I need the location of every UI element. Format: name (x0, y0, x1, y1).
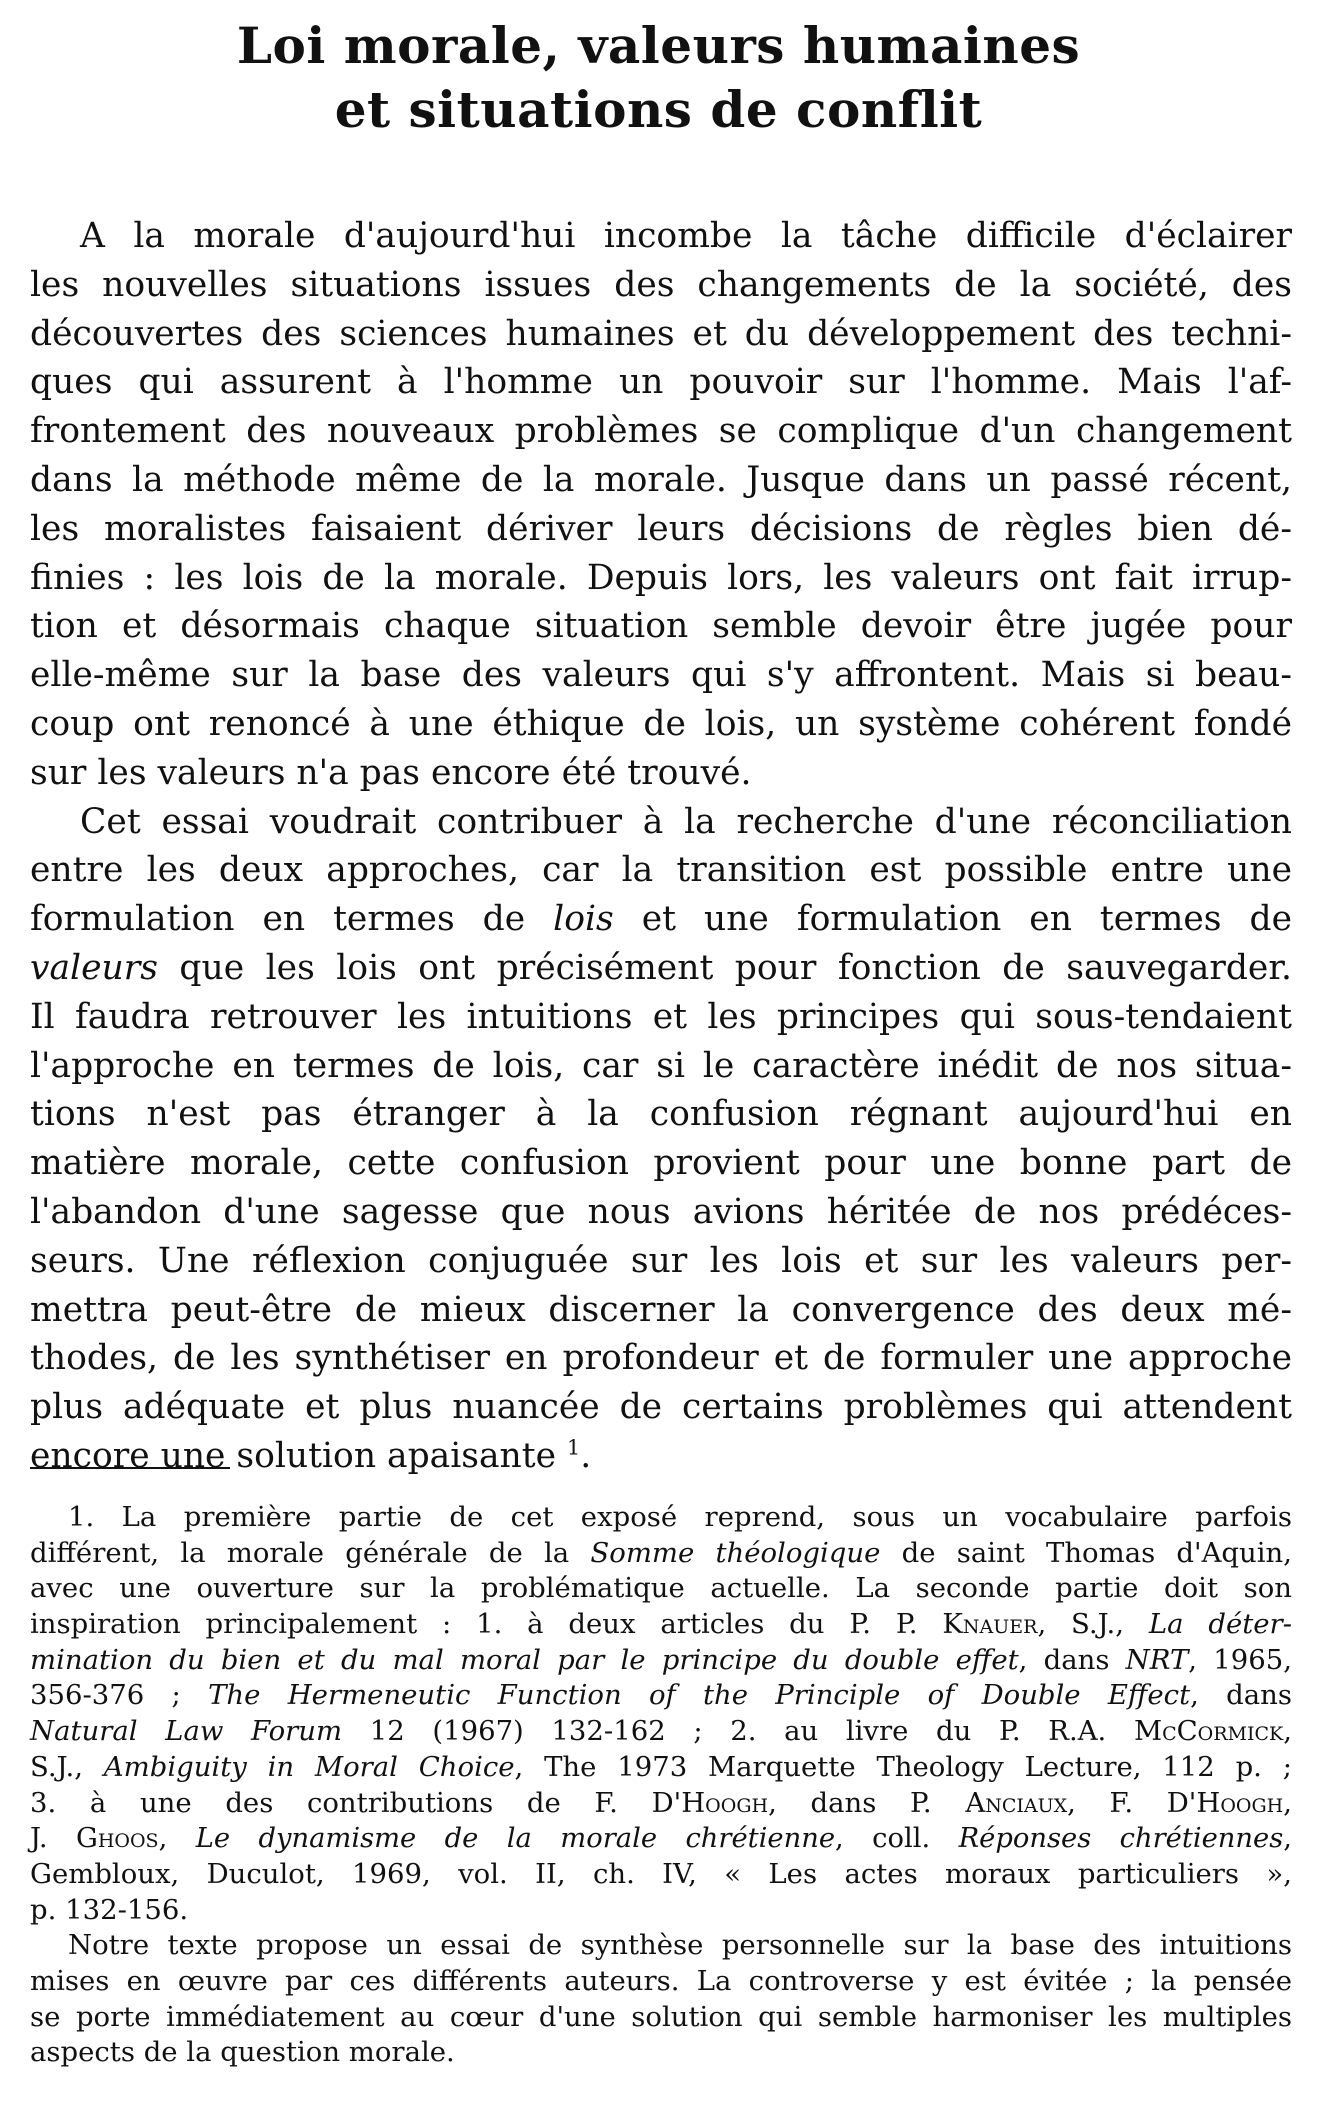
body-line (30, 944, 1292, 993)
text-run: formulation en termes de (30, 899, 554, 940)
body-line: A la morale d'aujourd'hui incombe la tâche difficile d'éclairer (80, 216, 1292, 256)
body-line: les moralistes faisaient dériver leurs décisions de règles bien dé- (30, 508, 1292, 549)
article-title (30, 14, 1287, 142)
body-line: l'abandon d'une sagesse que nous avions héritée de nos prédéces- (30, 1191, 1292, 1232)
text-run: , (1283, 1715, 1292, 1748)
footnote-line (30, 1750, 1292, 1786)
article-body (30, 212, 1292, 1481)
footnote-line: p. 132-156. (30, 1893, 189, 1926)
footnote-line (30, 1786, 1292, 1822)
text-run: 356-376 ; (30, 1679, 209, 1712)
work-title: Somme théologique (590, 1536, 881, 1569)
text-run: , The 1973 Marquette Theology Lecture, 112 p. ; (514, 1750, 1292, 1783)
emphasis-valeurs: valeurs (30, 947, 158, 988)
body-line: entre les deux approches, car la transition est possible entre une (30, 850, 1292, 891)
body-line: elle-même sur la base des valeurs qui s'y affrontent. Mais si beau- (30, 655, 1292, 696)
text-run: , dans P. (768, 1786, 966, 1819)
work-title: The Hermeneutic Function of the Principle of Double Effect (208, 1679, 1191, 1712)
footnote-line: aspects de la question morale. (30, 2036, 455, 2069)
text-run: J. (30, 1823, 76, 1855)
text-run: différent, la morale générale de la (30, 1536, 591, 1569)
footnote-line: Gembloux, Duculot, 1969, vol. II, ch. IV, « Les actes moraux particuliers », (30, 1857, 1292, 1890)
body-line: frontement des nouveaux problèmes se complique d'un changement (30, 411, 1292, 452)
text-run: 12 (1967) 132-162 ; 2. au livre du P. R.A. (342, 1715, 1134, 1748)
body-line: plus adéquate et plus nuancée de certains problèmes qui attendent (30, 1387, 1292, 1428)
work-title: mination du bien et du mal moral par le principe du double effet (30, 1643, 1019, 1676)
body-line: ques qui assurent à l'homme un pouvoir sur l'homme. Mais l'af- (30, 362, 1292, 403)
footnote-line (30, 1643, 1292, 1679)
body-line: Il faudra retrouver les intuitions et les principes qui sous-tendaient (30, 996, 1292, 1037)
text-run: encore une solution apaisante (30, 1435, 557, 1476)
footnote-line: 1. La première partie de cet exposé reprend, sous un vocabulaire parfois (68, 1501, 1292, 1533)
text-run: , (1283, 1823, 1292, 1855)
footnote-line (30, 1821, 1292, 1857)
text-run: que les lois ont précisément pour fonction de sauvegarder. (157, 947, 1292, 988)
text-run: , (158, 1823, 196, 1855)
text-run: inspiration principalement : 1. à deux articles du P. P. (30, 1608, 943, 1641)
footnote-line (30, 1607, 1292, 1643)
work-title: Ambiguity in Moral Choice (103, 1750, 515, 1783)
text-run: , S.J., (1037, 1608, 1149, 1641)
text-run: , F. (1067, 1786, 1167, 1819)
body-line: mettra peut-être de mieux discerner la convergence des deux mé- (30, 1289, 1292, 1330)
paragraph-2 (30, 798, 1292, 1481)
footnote-separator (30, 1467, 230, 1469)
body-line: l'approche en termes de lois, car si le caractère inédit de nos situa- (30, 1045, 1292, 1086)
body-line (30, 895, 1292, 944)
journal-title: Natural Law Forum (30, 1715, 343, 1748)
work-title: Le dynamisme de la morale chrétienne (195, 1823, 836, 1855)
footnote-1-continuation (30, 1928, 1292, 2071)
work-title: La déter- (1148, 1608, 1292, 1641)
footnote-line (30, 1678, 1292, 1714)
journal-title: NRT (1125, 1643, 1189, 1676)
author-name: D'Hoogh (1166, 1786, 1284, 1819)
author-name: Knauer (942, 1608, 1038, 1641)
footnote-line: se porte immédiatement au cœur d'une solution qui semble harmoniser les multiples (30, 2000, 1292, 2033)
text-run: . (580, 1435, 592, 1476)
footnote-line: Notre texte propose un essai de synthèse personnelle sur la base des intuitions (68, 1929, 1292, 1962)
body-line: seurs. Une réflexion conjuguée sur les lois et sur les valeurs per- (30, 1240, 1292, 1281)
text-run: et une formulation en termes de (613, 899, 1292, 940)
footnotes (30, 1500, 1292, 2071)
body-line: les nouvelles situations issues des changements de la société, des (30, 264, 1292, 305)
footnote-line: mises en œuvre par ces différents auteurs. La controverse y est évitée ; la pensée (30, 1964, 1292, 1997)
author-name: Anciaux (965, 1786, 1068, 1819)
body-line: finies : les lois de la morale. Depuis lors, les valeurs ont fait irrup- (30, 557, 1292, 598)
text-run: S.J., (30, 1750, 104, 1783)
body-line: Cet essai voudrait contribuer à la recherche d'une réconciliation (80, 801, 1292, 842)
footnote-line: avec une ouverture sur la problématique actuelle. La seconde partie doit son (30, 1572, 1292, 1605)
text-run: de saint Thomas d'Aquin, (880, 1536, 1292, 1569)
body-line: tions n'est pas étranger à la confusion régnant aujourd'hui en (30, 1094, 1292, 1135)
author-name: D'Hoogh (651, 1786, 769, 1819)
author-name: McCormick (1133, 1715, 1284, 1748)
body-line: sur les valeurs n'a pas encore été trouvé. (30, 752, 752, 793)
footnote-ref[interactable]: 1 (567, 1435, 581, 1460)
text-run: 3. à une des contributions de F. (30, 1786, 652, 1819)
body-line: matière morale, cette confusion provient pour une bonne part de (30, 1143, 1292, 1184)
paragraph-1 (30, 212, 1292, 798)
body-line: tion et désormais chaque situation semble devoir être jugée pour (30, 606, 1292, 647)
text-run: , dans (1018, 1643, 1126, 1676)
body-line: dans la méthode même de la morale. Jusque dans un passé récent, (30, 459, 1292, 500)
author-name: Ghoos (75, 1823, 159, 1855)
title-line-2: et situations de conflit (334, 80, 983, 139)
emphasis-lois: lois (553, 899, 614, 940)
footnote-line (30, 1536, 1292, 1572)
text-run: , (1283, 1786, 1292, 1819)
body-line: coup ont renoncé à une éthique de lois, un système cohérent fondé (30, 703, 1292, 744)
body-line: thodes, de les synthétiser en profondeur et de formuler une approche (30, 1338, 1292, 1379)
footnote-line (30, 1714, 1292, 1750)
text-run: , coll. (835, 1823, 959, 1855)
footnote-1 (30, 1500, 1292, 1928)
text-run: , dans (1190, 1679, 1292, 1712)
body-line (30, 1432, 1292, 1481)
series-title: Réponses chrétiennes (958, 1823, 1284, 1855)
body-line: découvertes des sciences humaines et du développement des techni- (30, 313, 1292, 354)
text-run: , 1965, (1188, 1643, 1292, 1676)
title-line-1: Loi morale, valeurs humaines (236, 16, 1081, 75)
